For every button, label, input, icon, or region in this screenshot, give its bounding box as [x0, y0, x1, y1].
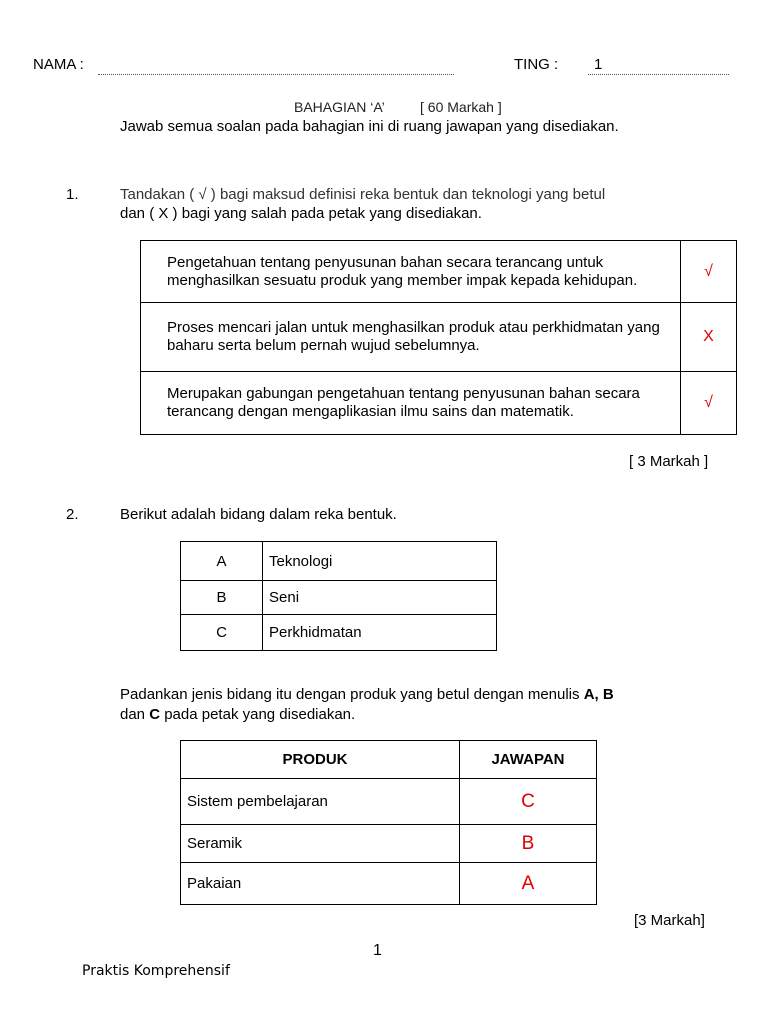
q2-instruction-text: dan — [120, 706, 150, 723]
q1-marks: [ 3 Markah ] — [629, 453, 709, 470]
q1-statement: Merupakan gabungan pengetahuan tentang penyusunan bahan secara terancang dengan mengaplikasian ilmu sains dan matematik. — [141, 372, 681, 435]
q1-table — [140, 240, 737, 435]
product-name: Seramik — [181, 825, 460, 863]
field-row — [181, 581, 497, 615]
q1-answer-box[interactable]: √ — [681, 372, 737, 435]
answer-row — [181, 863, 597, 905]
field-row — [181, 542, 497, 581]
field-row — [181, 615, 497, 651]
ting-field[interactable] — [588, 74, 729, 75]
answer-box[interactable]: A — [460, 863, 597, 905]
answer-row — [181, 779, 597, 825]
q1-text-line2: dan ( X ) bagi yang salah pada petak yang disediakan. — [120, 205, 482, 222]
q2-instruction-bold: C — [149, 706, 161, 723]
answer-table-header — [181, 741, 597, 779]
q2-intro: Berikut adalah bidang dalam reka bentuk. — [120, 506, 397, 523]
field-letter: C — [181, 615, 263, 651]
product-name: Sistem pembelajaran — [181, 779, 460, 825]
q1-row — [141, 372, 737, 435]
field-letter: A — [181, 542, 263, 581]
section-title: BAHAGIAN ‘A’ — [294, 99, 385, 115]
ting-label: TING : — [514, 56, 559, 73]
answer-table — [180, 740, 597, 905]
answer-row — [181, 825, 597, 863]
footer-label: Praktis Komprehensif — [82, 963, 230, 979]
name-field[interactable] — [98, 74, 454, 75]
section-instruction: Jawab semua soalan pada bahagian ini di ruang jawapan yang disediakan. — [120, 118, 619, 135]
page-number: 1 — [373, 942, 382, 959]
q2-instruction-text: Padankan jenis bidang itu dengan produk yang betul dengan menulis — [120, 686, 584, 703]
q2-instruction-text: pada petak yang disediakan. — [160, 706, 356, 723]
product-name: Pakaian — [181, 863, 460, 905]
answer-box[interactable]: C — [460, 779, 597, 825]
name-label: NAMA : — [33, 56, 84, 73]
q1-answer-box[interactable]: X — [681, 303, 737, 372]
q1-number: 1. — [66, 186, 79, 203]
q1-row — [141, 303, 737, 372]
fields-table — [180, 541, 497, 651]
q1-row — [141, 241, 737, 303]
answer-box[interactable]: B — [460, 825, 597, 863]
field-name: Seni — [263, 581, 497, 615]
q1-answer-box[interactable]: √ — [681, 241, 737, 303]
ting-value: 1 — [594, 56, 603, 73]
q2-number: 2. — [66, 506, 79, 523]
field-name: Teknologi — [263, 542, 497, 581]
answer-header: JAWAPAN — [460, 741, 597, 779]
q1-statement: Pengetahuan tentang penyusunan bahan secara terancang untuk menghasilkan sesuatu produk yang member impak kepada kehidupan. — [141, 241, 681, 303]
q1-statement: Proses mencari jalan untuk menghasilkan produk atau perkhidmatan yang baharu serta belum pernah wujud sebelumnya. — [141, 303, 681, 372]
section-marks: [ 60 Markah ] — [420, 99, 502, 115]
field-name: Perkhidmatan — [263, 615, 497, 651]
q2-instruction-bold: A, B — [583, 686, 614, 703]
q2-instruction-line1 — [120, 686, 614, 703]
field-letter: B — [181, 581, 263, 615]
q1-text-line1: Tandakan ( √ ) bagi maksud definisi reka bentuk dan teknologi yang betul — [120, 186, 606, 203]
q2-marks: [3 Markah] — [634, 912, 705, 929]
product-header: PRODUK — [181, 741, 460, 779]
q2-instruction-line2 — [120, 706, 355, 723]
